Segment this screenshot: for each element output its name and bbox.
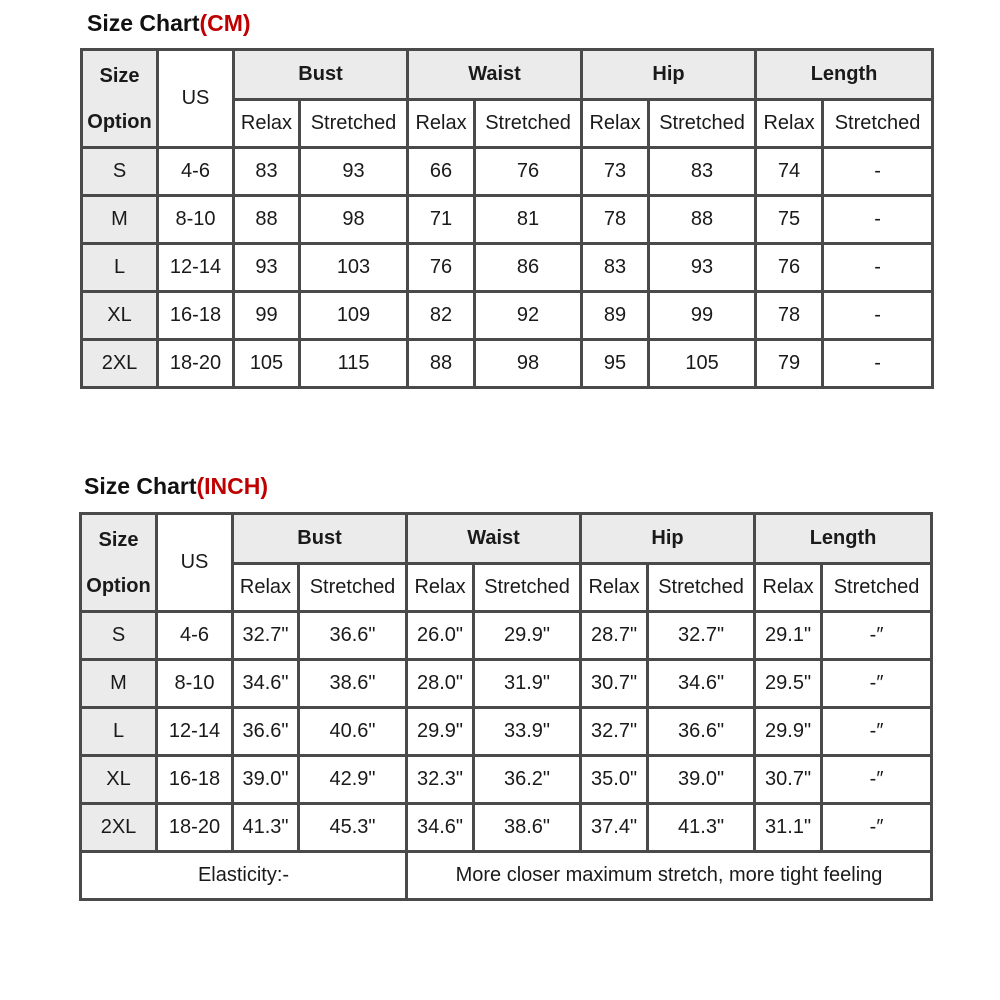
measurement-cell: 78 (582, 196, 649, 244)
group-header-hip: Hip (582, 50, 756, 100)
us-size-cell: 8-10 (157, 660, 233, 708)
table-row (81, 612, 932, 660)
subheader-stretched: Stretched (648, 564, 755, 612)
us-header: US (158, 50, 234, 148)
measurement-cell: 37.4" (581, 804, 648, 852)
us-size-cell: 16-18 (158, 292, 234, 340)
measurement-cell: 32.7" (581, 708, 648, 756)
measurement-cell: 36.2" (474, 756, 581, 804)
group-header-length: Length (755, 514, 932, 564)
measurement-cell: 79 (756, 340, 823, 388)
us-size-cell: 18-20 (158, 340, 234, 388)
measurement-cell: 93 (300, 148, 408, 196)
us-size-cell: 12-14 (157, 708, 233, 756)
table-row (82, 244, 933, 292)
size-cell: S (81, 612, 157, 660)
size-option-header (82, 50, 158, 148)
measurement-cell: 88 (408, 340, 475, 388)
measurement-cell: -″ (822, 756, 932, 804)
measurement-cell: 28.0" (407, 660, 474, 708)
table-row (82, 148, 933, 196)
subheader-stretched: Stretched (823, 100, 933, 148)
measurement-cell: 74 (756, 148, 823, 196)
measurement-cell: 95 (582, 340, 649, 388)
measurement-cell: 32.7" (648, 612, 755, 660)
measurement-cell: - (823, 340, 933, 388)
us-size-cell: 16-18 (157, 756, 233, 804)
subheader-stretched: Stretched (475, 100, 582, 148)
measurement-cell: 92 (475, 292, 582, 340)
size-option-header (81, 514, 157, 612)
table-row (82, 292, 933, 340)
chart-title-unit: (CM) (199, 10, 251, 36)
measurement-cell: 99 (649, 292, 756, 340)
chart-title-inch (84, 473, 268, 500)
measurement-cell: 26.0" (407, 612, 474, 660)
measurement-cell: -″ (822, 612, 932, 660)
group-header-bust: Bust (234, 50, 408, 100)
subheader-relax: Relax (408, 100, 475, 148)
measurement-cell: 76 (408, 244, 475, 292)
subheader-relax: Relax (582, 100, 649, 148)
measurement-cell: 103 (300, 244, 408, 292)
measurement-cell: 93 (649, 244, 756, 292)
subheader-stretched: Stretched (474, 564, 581, 612)
us-size-cell: 18-20 (157, 804, 233, 852)
subheader-relax: Relax (755, 564, 822, 612)
measurement-cell: 83 (649, 148, 756, 196)
size-cell: L (82, 244, 158, 292)
measurement-cell: 36.6" (299, 612, 407, 660)
measurement-cell: 28.7" (581, 612, 648, 660)
measurement-cell: 40.6" (299, 708, 407, 756)
measurement-cell: 83 (582, 244, 649, 292)
group-header-hip: Hip (581, 514, 755, 564)
size-option-header-line: Option (86, 574, 151, 597)
chart-title-unit: (INCH) (196, 473, 269, 499)
measurement-cell: -″ (822, 804, 932, 852)
size-cell: XL (82, 292, 158, 340)
measurement-cell: 73 (582, 148, 649, 196)
group-header-waist: Waist (407, 514, 581, 564)
measurement-cell: -″ (822, 708, 932, 756)
measurement-cell: 34.6" (407, 804, 474, 852)
table-row (81, 804, 932, 852)
us-size-cell: 4-6 (158, 148, 234, 196)
measurement-cell: 32.7" (233, 612, 299, 660)
size-option-header-line: Option (87, 110, 152, 133)
measurement-cell: 45.3" (299, 804, 407, 852)
measurement-cell: 98 (300, 196, 408, 244)
group-header-length: Length (756, 50, 933, 100)
subheader-relax: Relax (756, 100, 823, 148)
measurement-cell: 105 (234, 340, 300, 388)
subheader-stretched: Stretched (649, 100, 756, 148)
measurement-cell: 99 (234, 292, 300, 340)
size-cell: 2XL (82, 340, 158, 388)
measurement-cell: 30.7" (755, 756, 822, 804)
measurement-cell: 41.3" (648, 804, 755, 852)
measurement-cell: 88 (234, 196, 300, 244)
measurement-cell: 76 (756, 244, 823, 292)
header-row-groups (81, 514, 932, 564)
measurement-cell: 93 (234, 244, 300, 292)
measurement-cell: 29.9" (407, 708, 474, 756)
size-cell: S (82, 148, 158, 196)
subheader-stretched: Stretched (299, 564, 407, 612)
size-cell: M (81, 660, 157, 708)
subheader-relax: Relax (407, 564, 474, 612)
subheader-relax: Relax (233, 564, 299, 612)
measurement-cell: 29.9" (755, 708, 822, 756)
measurement-cell: 109 (300, 292, 408, 340)
size-option-header-line: Size (99, 64, 140, 87)
measurement-cell: 82 (408, 292, 475, 340)
measurement-cell: - (823, 148, 933, 196)
measurement-cell: 86 (475, 244, 582, 292)
table-row (81, 756, 932, 804)
measurement-cell: 38.6" (299, 660, 407, 708)
measurement-cell: 76 (475, 148, 582, 196)
size-cell: 2XL (81, 804, 157, 852)
measurement-cell: 39.0" (648, 756, 755, 804)
measurement-cell: 38.6" (474, 804, 581, 852)
measurement-cell: 34.6" (648, 660, 755, 708)
measurement-cell: 32.3" (407, 756, 474, 804)
table-row (81, 660, 932, 708)
measurement-cell: 39.0" (233, 756, 299, 804)
measurement-cell: 83 (234, 148, 300, 196)
us-size-cell: 8-10 (158, 196, 234, 244)
measurement-cell: 36.6" (648, 708, 755, 756)
measurement-cell: 29.9" (474, 612, 581, 660)
measurement-cell: 89 (582, 292, 649, 340)
measurement-cell: 42.9" (299, 756, 407, 804)
measurement-cell: 33.9" (474, 708, 581, 756)
measurement-cell: 30.7" (581, 660, 648, 708)
group-header-waist: Waist (408, 50, 582, 100)
measurement-cell: 41.3" (233, 804, 299, 852)
measurement-cell: 78 (756, 292, 823, 340)
size-table-inch (79, 512, 933, 901)
measurement-cell: 105 (649, 340, 756, 388)
measurement-cell: 66 (408, 148, 475, 196)
elasticity-row (81, 852, 932, 900)
size-cell: XL (81, 756, 157, 804)
us-header: US (157, 514, 233, 612)
measurement-cell: 88 (649, 196, 756, 244)
measurement-cell: - (823, 292, 933, 340)
chart-title-cm (87, 10, 251, 37)
measurement-cell: 29.5" (755, 660, 822, 708)
measurement-cell: 31.9" (474, 660, 581, 708)
measurement-cell: - (823, 244, 933, 292)
measurement-cell: - (823, 196, 933, 244)
size-cell: L (81, 708, 157, 756)
measurement-cell: -″ (822, 660, 932, 708)
size-table-cm (80, 48, 934, 389)
us-size-cell: 12-14 (158, 244, 234, 292)
elasticity-label: Elasticity:- (81, 852, 407, 900)
subheader-stretched: Stretched (822, 564, 932, 612)
measurement-cell: 31.1" (755, 804, 822, 852)
measurement-cell: 35.0" (581, 756, 648, 804)
elasticity-value: More closer maximum stretch, more tight feeling (407, 852, 932, 900)
size-option-header-line: Size (98, 528, 139, 551)
measurement-cell: 98 (475, 340, 582, 388)
subheader-relax: Relax (234, 100, 300, 148)
header-row-groups (82, 50, 933, 100)
chart-title-text: Size Chart (87, 10, 200, 36)
chart-title-text: Size Chart (84, 473, 197, 499)
measurement-cell: 71 (408, 196, 475, 244)
measurement-cell: 75 (756, 196, 823, 244)
subheader-relax: Relax (581, 564, 648, 612)
table-row (82, 196, 933, 244)
measurement-cell: 115 (300, 340, 408, 388)
us-size-cell: 4-6 (157, 612, 233, 660)
table-row (82, 340, 933, 388)
measurement-cell: 81 (475, 196, 582, 244)
size-cell: M (82, 196, 158, 244)
group-header-bust: Bust (233, 514, 407, 564)
measurement-cell: 34.6" (233, 660, 299, 708)
measurement-cell: 36.6" (233, 708, 299, 756)
table-row (81, 708, 932, 756)
measurement-cell: 29.1" (755, 612, 822, 660)
subheader-stretched: Stretched (300, 100, 408, 148)
